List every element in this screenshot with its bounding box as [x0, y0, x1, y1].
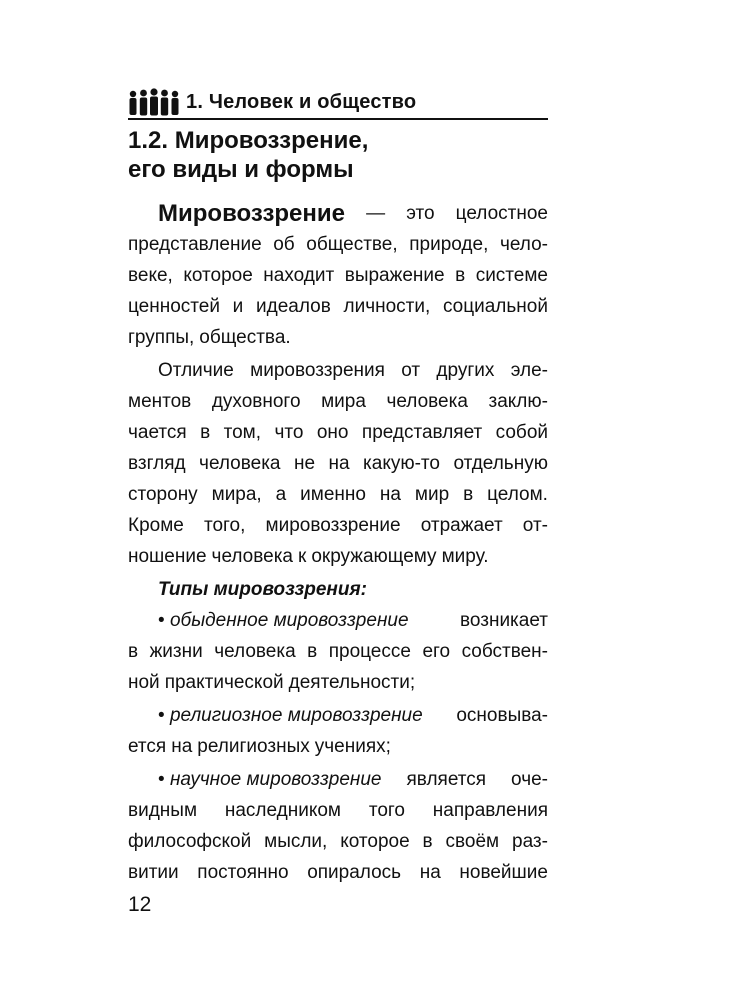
word: выражение	[344, 265, 445, 286]
word: на	[379, 484, 401, 505]
word: системе	[475, 265, 548, 286]
running-header	[128, 86, 548, 120]
word: и	[232, 296, 244, 317]
word: деятельности;	[288, 672, 416, 693]
word: ношение	[128, 546, 207, 567]
word: чается	[128, 422, 187, 443]
text-line	[128, 541, 548, 572]
word: религиозных	[197, 736, 310, 757]
word: в	[455, 265, 466, 286]
word: ментов	[128, 391, 192, 412]
word: других	[436, 360, 495, 381]
text-line	[128, 479, 548, 510]
word: идеалов	[256, 296, 331, 317]
item-lead	[158, 764, 382, 795]
word: ценностей	[128, 296, 220, 317]
word: от-	[522, 515, 548, 536]
word: какую-то	[363, 453, 440, 474]
word: оче-	[511, 769, 548, 790]
word: мысли,	[264, 831, 328, 852]
word: от	[401, 360, 421, 381]
text-line	[128, 795, 548, 826]
word: мира,	[211, 484, 262, 505]
word: том,	[223, 422, 262, 443]
list-item-line	[128, 764, 548, 795]
word: к	[298, 546, 307, 567]
people-group-icon	[128, 87, 180, 117]
word: группы,	[128, 327, 195, 348]
word: именно	[300, 484, 366, 505]
subsection-title-line: 1.2. Мировоззрение,	[128, 127, 369, 154]
word: на	[171, 736, 193, 757]
word: духовного	[211, 391, 301, 412]
word: природе,	[409, 234, 489, 255]
word: практической	[164, 672, 284, 693]
word: того	[368, 800, 405, 821]
word: а	[275, 484, 287, 505]
word: это	[406, 203, 435, 224]
word: человека	[214, 641, 296, 662]
word: философской	[128, 831, 252, 852]
word: мировоззрение	[265, 515, 401, 536]
text-line	[128, 386, 548, 417]
word: личности,	[343, 296, 431, 317]
subsection-title-line: его виды и формы	[128, 156, 354, 183]
word: на	[328, 453, 350, 474]
text-line	[128, 291, 548, 322]
text-line	[128, 574, 548, 605]
word: основыва-	[456, 705, 548, 726]
list-item-line	[128, 605, 548, 636]
worldview-type-term: научное мировоззрение	[169, 769, 382, 790]
word: которое	[183, 265, 253, 286]
word: является	[406, 769, 487, 790]
word: новейшие	[459, 862, 548, 883]
word: наследником	[224, 800, 341, 821]
word: веке,	[128, 265, 173, 286]
word: об	[273, 234, 295, 255]
word: чело-	[499, 234, 548, 255]
word: взгляд	[128, 453, 186, 474]
text-line	[128, 510, 548, 541]
word: представляет	[361, 422, 483, 443]
word: видным	[128, 800, 198, 821]
text-line	[128, 417, 548, 448]
word: своём	[445, 831, 500, 852]
text-line	[128, 448, 548, 479]
word: Кроме	[128, 515, 184, 536]
text-line	[128, 198, 548, 229]
section-label: 1. Человек и общество	[186, 90, 417, 113]
word: обществе,	[306, 234, 398, 255]
word: представление	[128, 234, 262, 255]
word: учениях;	[314, 736, 391, 757]
word: в	[422, 831, 433, 852]
list-item-line	[128, 700, 548, 731]
word: отдельную	[453, 453, 548, 474]
bullet: •	[158, 705, 165, 726]
text-line	[128, 857, 548, 888]
book-page	[128, 0, 548, 1000]
word: в	[128, 641, 139, 662]
word: мир	[414, 484, 450, 505]
defined-term: Мировоззрение	[158, 200, 345, 227]
word: не	[293, 453, 316, 474]
word: процессе	[328, 641, 411, 662]
word: в	[200, 422, 211, 443]
word: человека	[199, 453, 281, 474]
word: опиралось	[307, 862, 402, 883]
word: что	[274, 422, 304, 443]
text-line	[128, 636, 548, 667]
word: —	[366, 203, 386, 224]
word: мира	[321, 391, 366, 412]
word: собствен-	[461, 641, 548, 662]
word: собой	[495, 422, 548, 443]
word: направления	[432, 800, 548, 821]
word: витии	[128, 862, 179, 883]
worldview-type-term: религиозное мировоззрение	[169, 705, 423, 726]
word: оно	[316, 422, 349, 443]
worldview-type-term: обыденное мировоззрение	[169, 610, 409, 631]
item-lead	[158, 700, 423, 731]
types-heading: Типы мировоззрения:	[158, 579, 367, 600]
word: целостное	[455, 203, 548, 224]
word: социальной	[442, 296, 548, 317]
subsection-title	[128, 126, 548, 184]
word: раз-	[512, 831, 548, 852]
text-line	[128, 667, 548, 698]
word: окружающему	[311, 546, 437, 567]
word: миру.	[441, 546, 489, 567]
item-lead	[158, 605, 409, 636]
text-line	[128, 260, 548, 291]
word: того,	[203, 515, 246, 536]
word: в	[307, 641, 318, 662]
word: находит	[263, 265, 335, 286]
word: которое	[340, 831, 410, 852]
text-line	[128, 826, 548, 857]
word: целом.	[487, 484, 548, 505]
word: ется	[128, 736, 167, 757]
word: в	[463, 484, 474, 505]
word: мировоззрения	[250, 360, 385, 381]
bullet: •	[158, 610, 165, 631]
word: эле-	[510, 360, 548, 381]
body-text	[128, 198, 548, 888]
word: отражает	[420, 515, 503, 536]
word: на	[419, 862, 441, 883]
text-line	[128, 731, 548, 762]
word: ной	[128, 672, 160, 693]
text-line	[128, 229, 548, 260]
text-line	[128, 322, 548, 353]
word: возникает	[460, 610, 548, 631]
page-number: 12	[128, 893, 152, 916]
word: его	[422, 641, 451, 662]
word: Отличие	[158, 360, 234, 381]
word: человека	[386, 391, 468, 412]
word: сторону	[128, 484, 198, 505]
word: общества.	[199, 327, 291, 348]
word: человека	[211, 546, 293, 567]
word: заклю-	[488, 391, 548, 412]
word: жизни	[149, 641, 203, 662]
text-line	[128, 355, 548, 386]
word: постоянно	[197, 862, 289, 883]
bullet: •	[158, 769, 165, 790]
